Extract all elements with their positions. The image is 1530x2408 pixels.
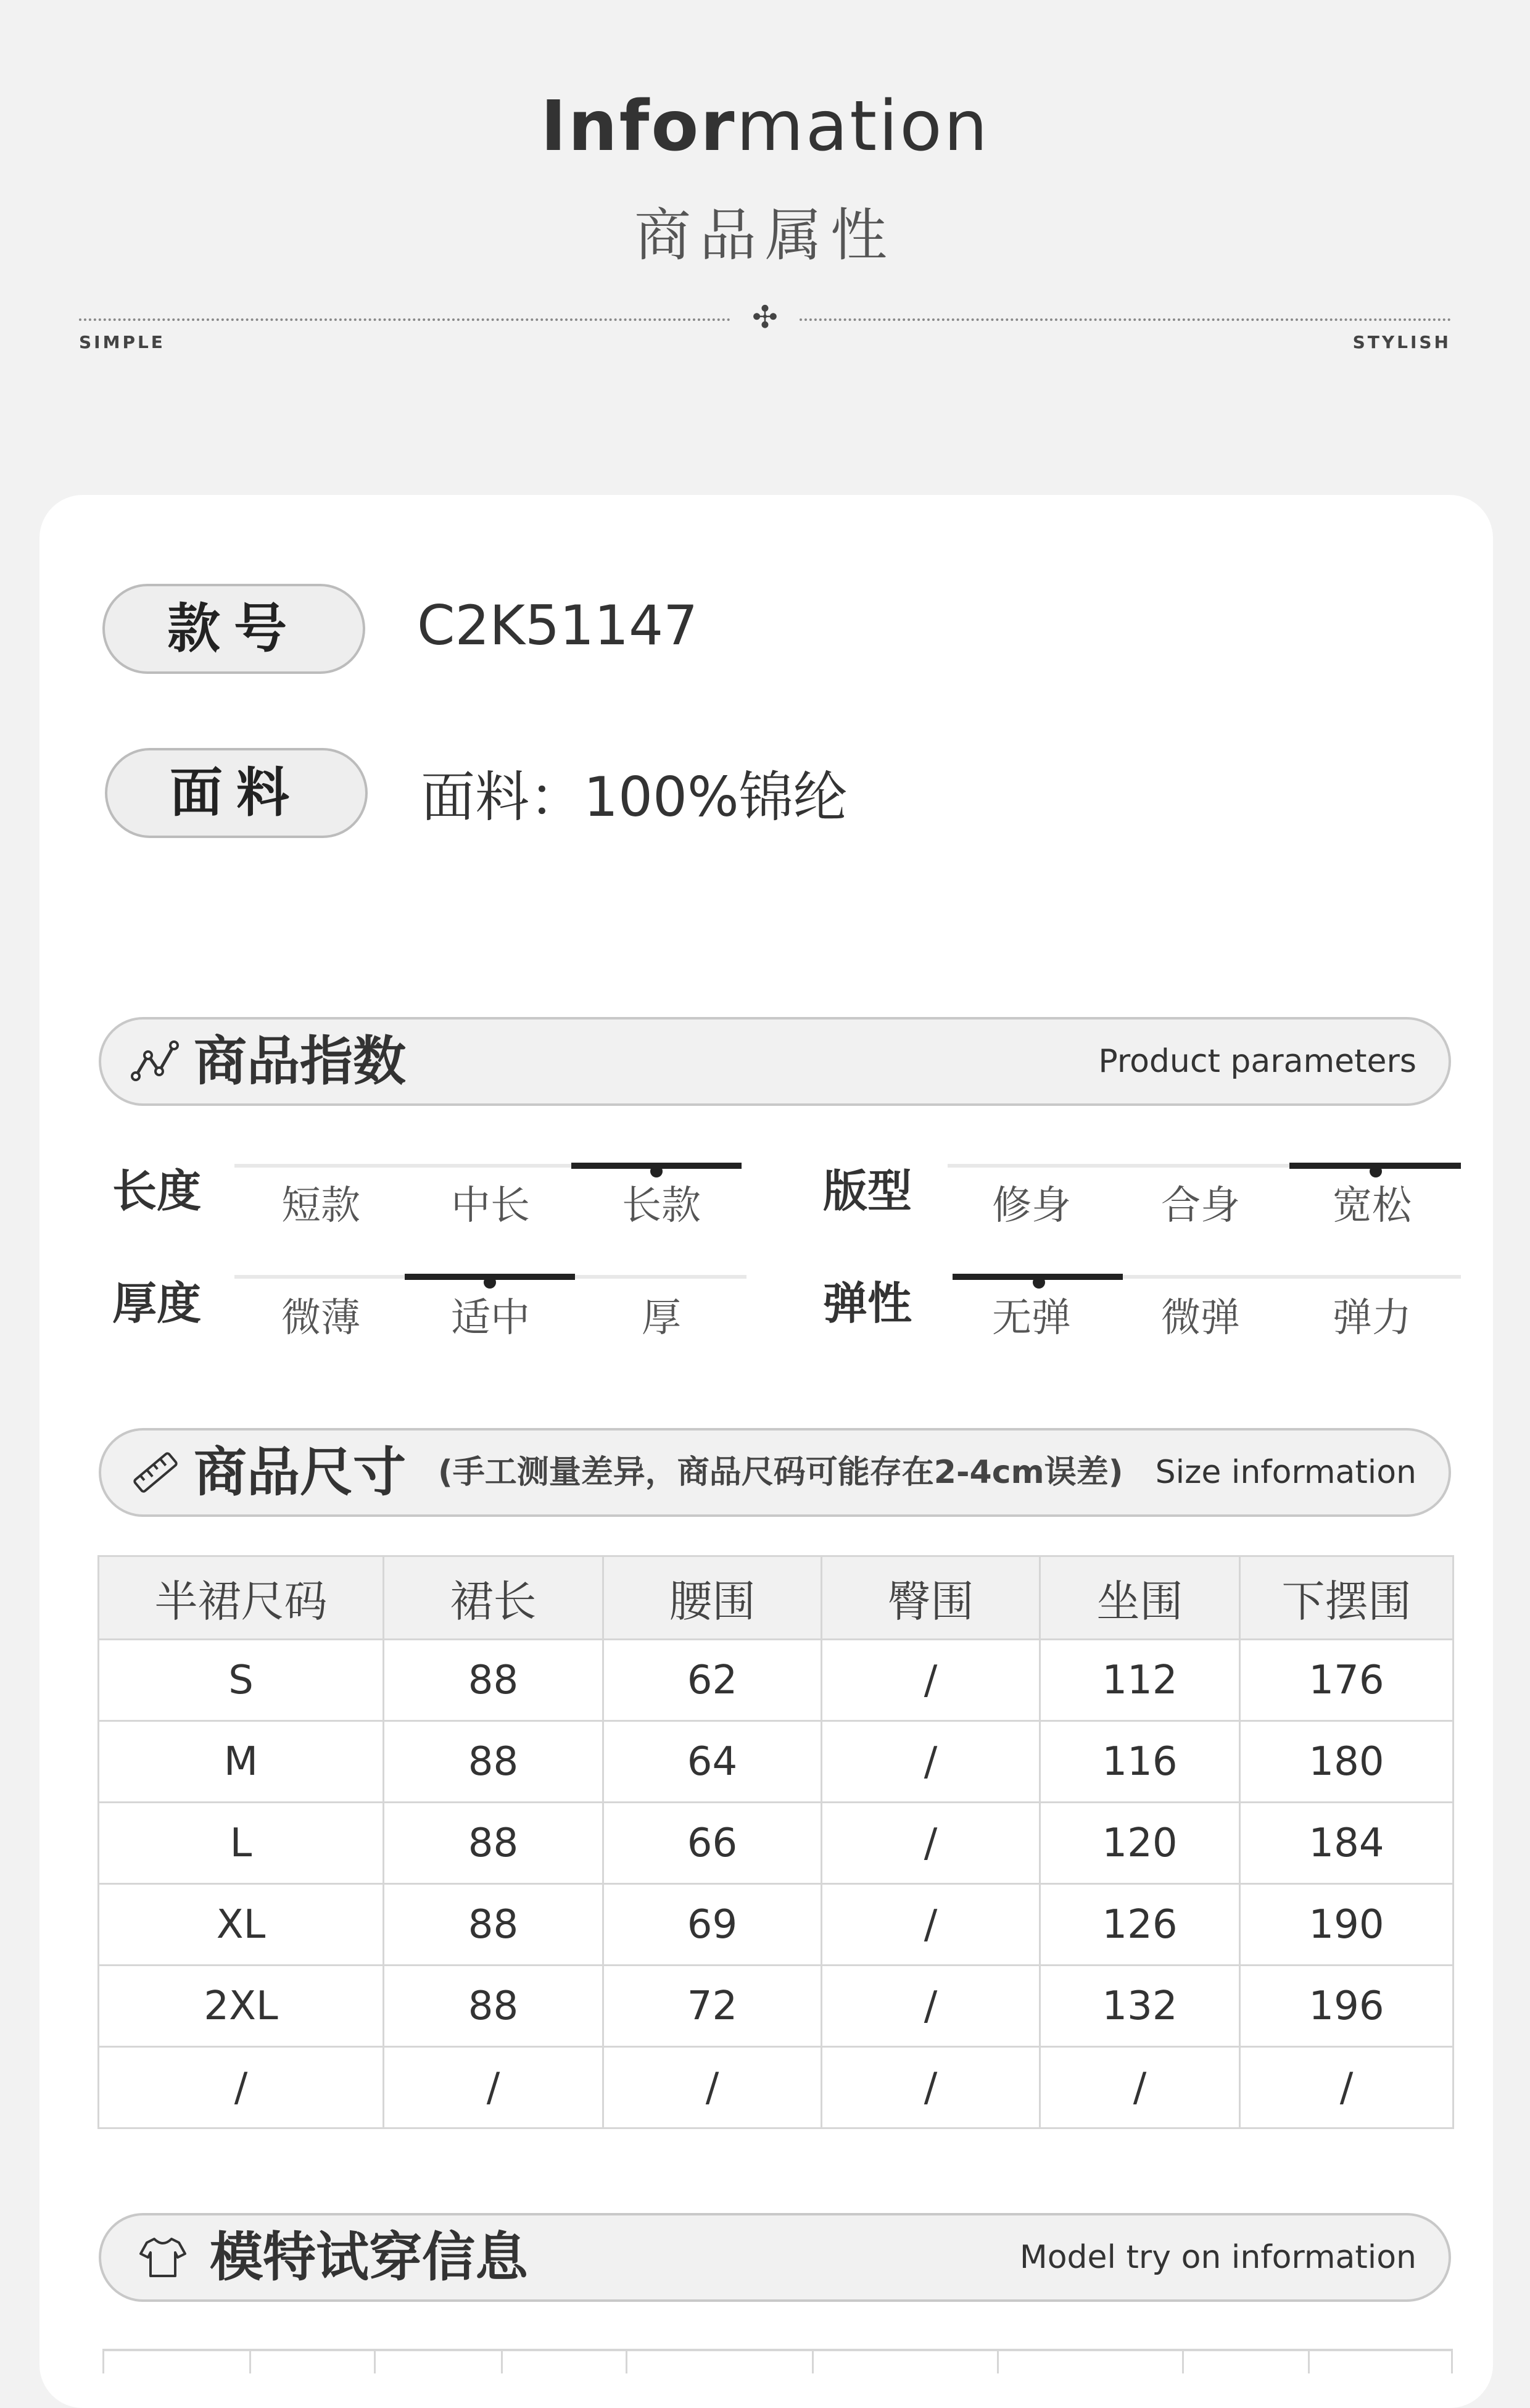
param-length-option: 中长 [451,1183,530,1229]
table-cell: M [99,1721,384,1803]
table-row [99,1884,1454,1966]
table-cell: / [99,2047,384,2128]
param-elasticity-name: 弹性 [823,1277,912,1329]
stylish-label: STYLISH [1352,332,1451,352]
model-table-divider [249,2349,251,2373]
table-cell: 88 [384,1884,603,1966]
table-cell: 66 [603,1803,822,1884]
table-row [99,1640,1454,1721]
model-title-en: Model try on information [1019,2239,1416,2276]
style-number-label: 款号 [102,584,365,674]
fabric-label: 面料 [105,748,368,838]
table-cell: 190 [1240,1884,1454,1966]
size-title-en: Size information [1155,1454,1416,1491]
table-cell: 126 [1040,1884,1240,1966]
table-cell: 132 [1040,1966,1240,2047]
table-cell: / [603,2047,822,2128]
table-cell: 88 [384,1803,603,1884]
tshirt-icon [138,2235,188,2280]
parameters-title-en: Product parameters [1098,1043,1416,1080]
param-thickness-option: 厚 [642,1295,681,1341]
table-cell: / [822,1803,1040,1884]
column-header: 半裙尺码 [99,1556,384,1640]
param-elasticity-option: 弹力 [1333,1295,1412,1341]
simple-label: SIMPLE [79,332,165,352]
size-note: (手工测量差异，商品尺码可能存在2-4cm误差) [438,1454,1123,1491]
table-header-row [99,1556,1454,1640]
table-cell: 2XL [99,1966,384,2047]
column-header: 坐围 [1040,1556,1240,1640]
right-dotted-divider [800,318,1451,321]
ornament-icon: ✣ [752,299,778,335]
param-thickness-option: 适中 [451,1295,530,1341]
model-table-divider [626,2349,627,2373]
page-subtitle: 商品属性 [634,202,896,268]
table-cell: / [822,2047,1040,2128]
model-table-top-border [102,2349,1452,2376]
model-title: 模特试穿信息 [210,2227,528,2288]
size-title: 商品尺寸 [194,1442,406,1503]
column-header: 下摆围 [1240,1556,1454,1640]
table-cell: 184 [1240,1803,1454,1884]
table-cell: 196 [1240,1966,1454,2047]
title-light: mation [736,86,990,167]
table-row [99,1966,1454,2047]
size-table [97,1555,1454,2129]
column-header: 臀围 [822,1556,1040,1640]
table-cell: 180 [1240,1721,1454,1803]
column-header: 腰围 [603,1556,822,1640]
table-cell: / [822,1884,1040,1966]
param-thickness-option: 微薄 [281,1295,360,1341]
table-row [99,2047,1454,2128]
param-elasticity-option: 微弹 [1161,1295,1240,1341]
model-table-divider [374,2349,376,2373]
table-cell: 88 [384,1721,603,1803]
column-header: 裙长 [384,1556,603,1640]
table-cell: 69 [603,1884,822,1966]
param-length-name: 长度 [112,1165,202,1217]
model-table-divider [501,2349,503,2373]
style-number-value: C2K51147 [417,594,698,657]
param-fit-option: 宽松 [1333,1183,1412,1229]
table-cell: S [99,1640,384,1721]
table-cell: / [384,2047,603,2128]
param-fit-option: 合身 [1161,1183,1240,1229]
model-table-divider [812,2349,814,2373]
page-title [0,86,1530,167]
param-fit-option: 修身 [992,1183,1071,1229]
left-dotted-divider [79,318,730,321]
table-cell: 88 [384,1966,603,2047]
size-information-header [99,1428,1451,1517]
model-table-divider [997,2349,999,2373]
table-cell: 112 [1040,1640,1240,1721]
model-information-header [99,2213,1451,2302]
table-cell: 62 [603,1640,822,1721]
table-cell: / [822,1721,1040,1803]
fabric-value: 面料：100%锦纶 [421,765,848,829]
table-cell: / [822,1966,1040,2047]
trend-line-icon [131,1039,180,1084]
table-cell: XL [99,1884,384,1966]
table-cell: / [822,1640,1040,1721]
model-table-divider [1182,2349,1184,2373]
param-thickness-name: 厚度 [112,1277,202,1329]
table-row [99,1721,1454,1803]
table-cell: 120 [1040,1803,1240,1884]
title-bold: Infor [540,86,737,167]
table-cell: 64 [603,1721,822,1803]
model-table-divider [1308,2349,1310,2373]
table-cell: L [99,1803,384,1884]
table-cell: / [1240,2047,1454,2128]
param-elasticity-option: 无弹 [992,1295,1071,1341]
parameters-title: 商品指数 [194,1031,406,1092]
model-table-divider [1451,2349,1453,2373]
table-cell: 116 [1040,1721,1240,1803]
product-parameters-header [99,1017,1451,1106]
table-cell: 72 [603,1966,822,2047]
table-cell: / [1040,2047,1240,2128]
table-cell: 88 [384,1640,603,1721]
param-length-option: 长款 [622,1183,701,1229]
table-row [99,1803,1454,1884]
table-cell: 176 [1240,1640,1454,1721]
param-length-option: 短款 [281,1183,360,1229]
param-fit-name: 版型 [823,1165,912,1217]
model-table-divider [102,2349,104,2373]
ruler-icon [131,1450,180,1495]
